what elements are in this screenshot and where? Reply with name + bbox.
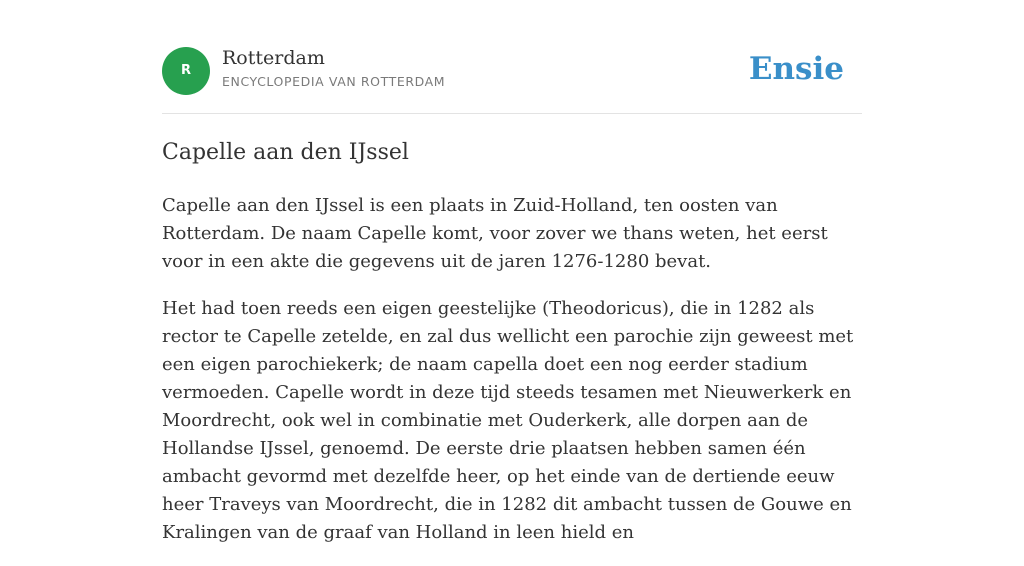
avatar[interactable]: R bbox=[162, 47, 210, 95]
ensie-logo[interactable]: Ensie bbox=[748, 51, 844, 87]
site-subtitle: ENCYCLOPEDIA VAN ROTTERDAM bbox=[222, 74, 446, 89]
article-body bbox=[162, 192, 862, 547]
site-title[interactable]: Rotterdam bbox=[222, 47, 325, 69]
article-title: Capelle aan den IJssel bbox=[162, 140, 409, 165]
article-paragraph-2: Het had toen reeds een eigen geestelijke (Theodoricus), die in 1282 als rector te Capelle zetelde, en zal dus wellicht een parochie zijn geweest met een eigen parochiekerk; de naam capella doet een nog eerder stadium vermoeden. Capelle wordt in deze tijd steeds tesamen met Nieuwerkerk en Moordrecht, ook wel in combinatie met Ouderkerk, alle dorpen aan de Hollandse IJssel, genoemd. De eerste drie plaatsen hebben samen één ambacht gevormd met dezelfde heer, op het einde van de dertiende eeuw heer Traveys van Moordrecht, die in 1282 dit ambacht tussen de Gouwe en Kralingen van de graaf van Holland in leen hield en bbox=[162, 298, 854, 543]
site-header bbox=[162, 0, 862, 114]
content-container bbox=[162, 0, 862, 566]
article-paragraph-1: Capelle aan den IJssel is een plaats in Zuid-Holland, ten oosten van Rotterdam. De naam Capelle komt, voor zover we thans weten, het eerst voor in een akte die gegevens uit de jaren 1276-1280 bevat. bbox=[162, 195, 828, 272]
